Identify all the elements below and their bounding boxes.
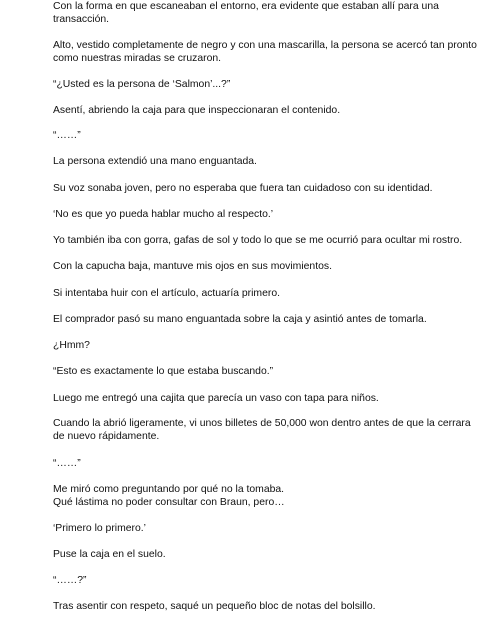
text-line: Puse la caja en el suelo. (53, 549, 166, 560)
paragraph (53, 0, 493, 26)
paragraph (53, 457, 493, 470)
text-line: Asentí, abriendo la caja para que inspeccionaran el contenido. (53, 105, 341, 116)
paragraph (53, 155, 493, 168)
paragraph (53, 208, 493, 221)
text-line: Alto, vestido completamente de negro y con una mascarilla, la persona se acercó tan pronto (53, 40, 477, 51)
paragraph (53, 287, 493, 300)
text-line: Yo también iba con gorra, gafas de sol y todo lo que se me ocurrió para ocultar mi rostro. (53, 235, 463, 246)
paragraph (53, 260, 493, 273)
text-line: ‘No es que yo pueda hablar mucho al respecto.’ (53, 209, 274, 220)
paragraph (53, 483, 493, 509)
paragraph (53, 522, 493, 535)
text-line: “¿Usted es la persona de ‘Salmon’...?” (53, 79, 231, 90)
text-line: Con la forma en que escaneaban el entorno, era evidente que estaban allí para una (53, 1, 439, 12)
paragraph (53, 548, 493, 561)
text-line: Su voz sonaba joven, pero no esperaba que fuera tan cuidadoso con su identidad. (53, 183, 433, 194)
text-line: “……” (53, 458, 81, 469)
text-line: Luego me entregó una cajita que parecía un vaso con tapa para niños. (53, 393, 379, 404)
text-line: ‘Primero lo primero.’ (53, 523, 146, 534)
paragraph (53, 78, 493, 91)
text-line: transacción. (53, 14, 110, 26)
text-line: “……?” (53, 575, 87, 586)
text-line: “……” (53, 130, 81, 141)
text-line: Me miró como preguntando por qué no la tomaba. (53, 484, 285, 495)
paragraph (53, 417, 493, 443)
paragraph (53, 339, 493, 352)
paragraph (53, 600, 493, 613)
text-line: ¿Hmm? (53, 340, 90, 351)
text-line: Qué lástima no poder consultar con Braun, pero… (53, 497, 285, 509)
text-line: de nuevo rápidamente. (53, 431, 160, 443)
paragraph (53, 574, 493, 587)
paragraph (53, 104, 493, 117)
paragraph (53, 234, 493, 247)
paragraph (53, 182, 493, 195)
text-line: El comprador pasó su mano enguantada sobre la caja y asintió antes de tomarla. (53, 314, 427, 325)
text-line: Si intentaba huir con el artículo, actuaría primero. (53, 288, 280, 299)
paragraph (53, 313, 493, 326)
text-line: Con la capucha baja, mantuve mis ojos en sus movimientos. (53, 261, 332, 272)
text-line: como nuestras miradas se cruzaron. (53, 53, 222, 65)
text-line: Tras asentir con respeto, saqué un pequeño bloc de notas del bolsillo. (53, 601, 376, 612)
text-line: La persona extendió una mano enguantada. (53, 156, 257, 167)
text-line: “Esto es exactamente lo que estaba buscando.” (53, 366, 274, 377)
paragraph (53, 365, 493, 378)
text-line: Cuando la abrió ligeramente, vi unos billetes de 50,000 won dentro antes de que la cerrara (53, 418, 471, 429)
paragraph (53, 392, 493, 405)
paragraph (53, 39, 493, 65)
paragraph (53, 129, 493, 142)
